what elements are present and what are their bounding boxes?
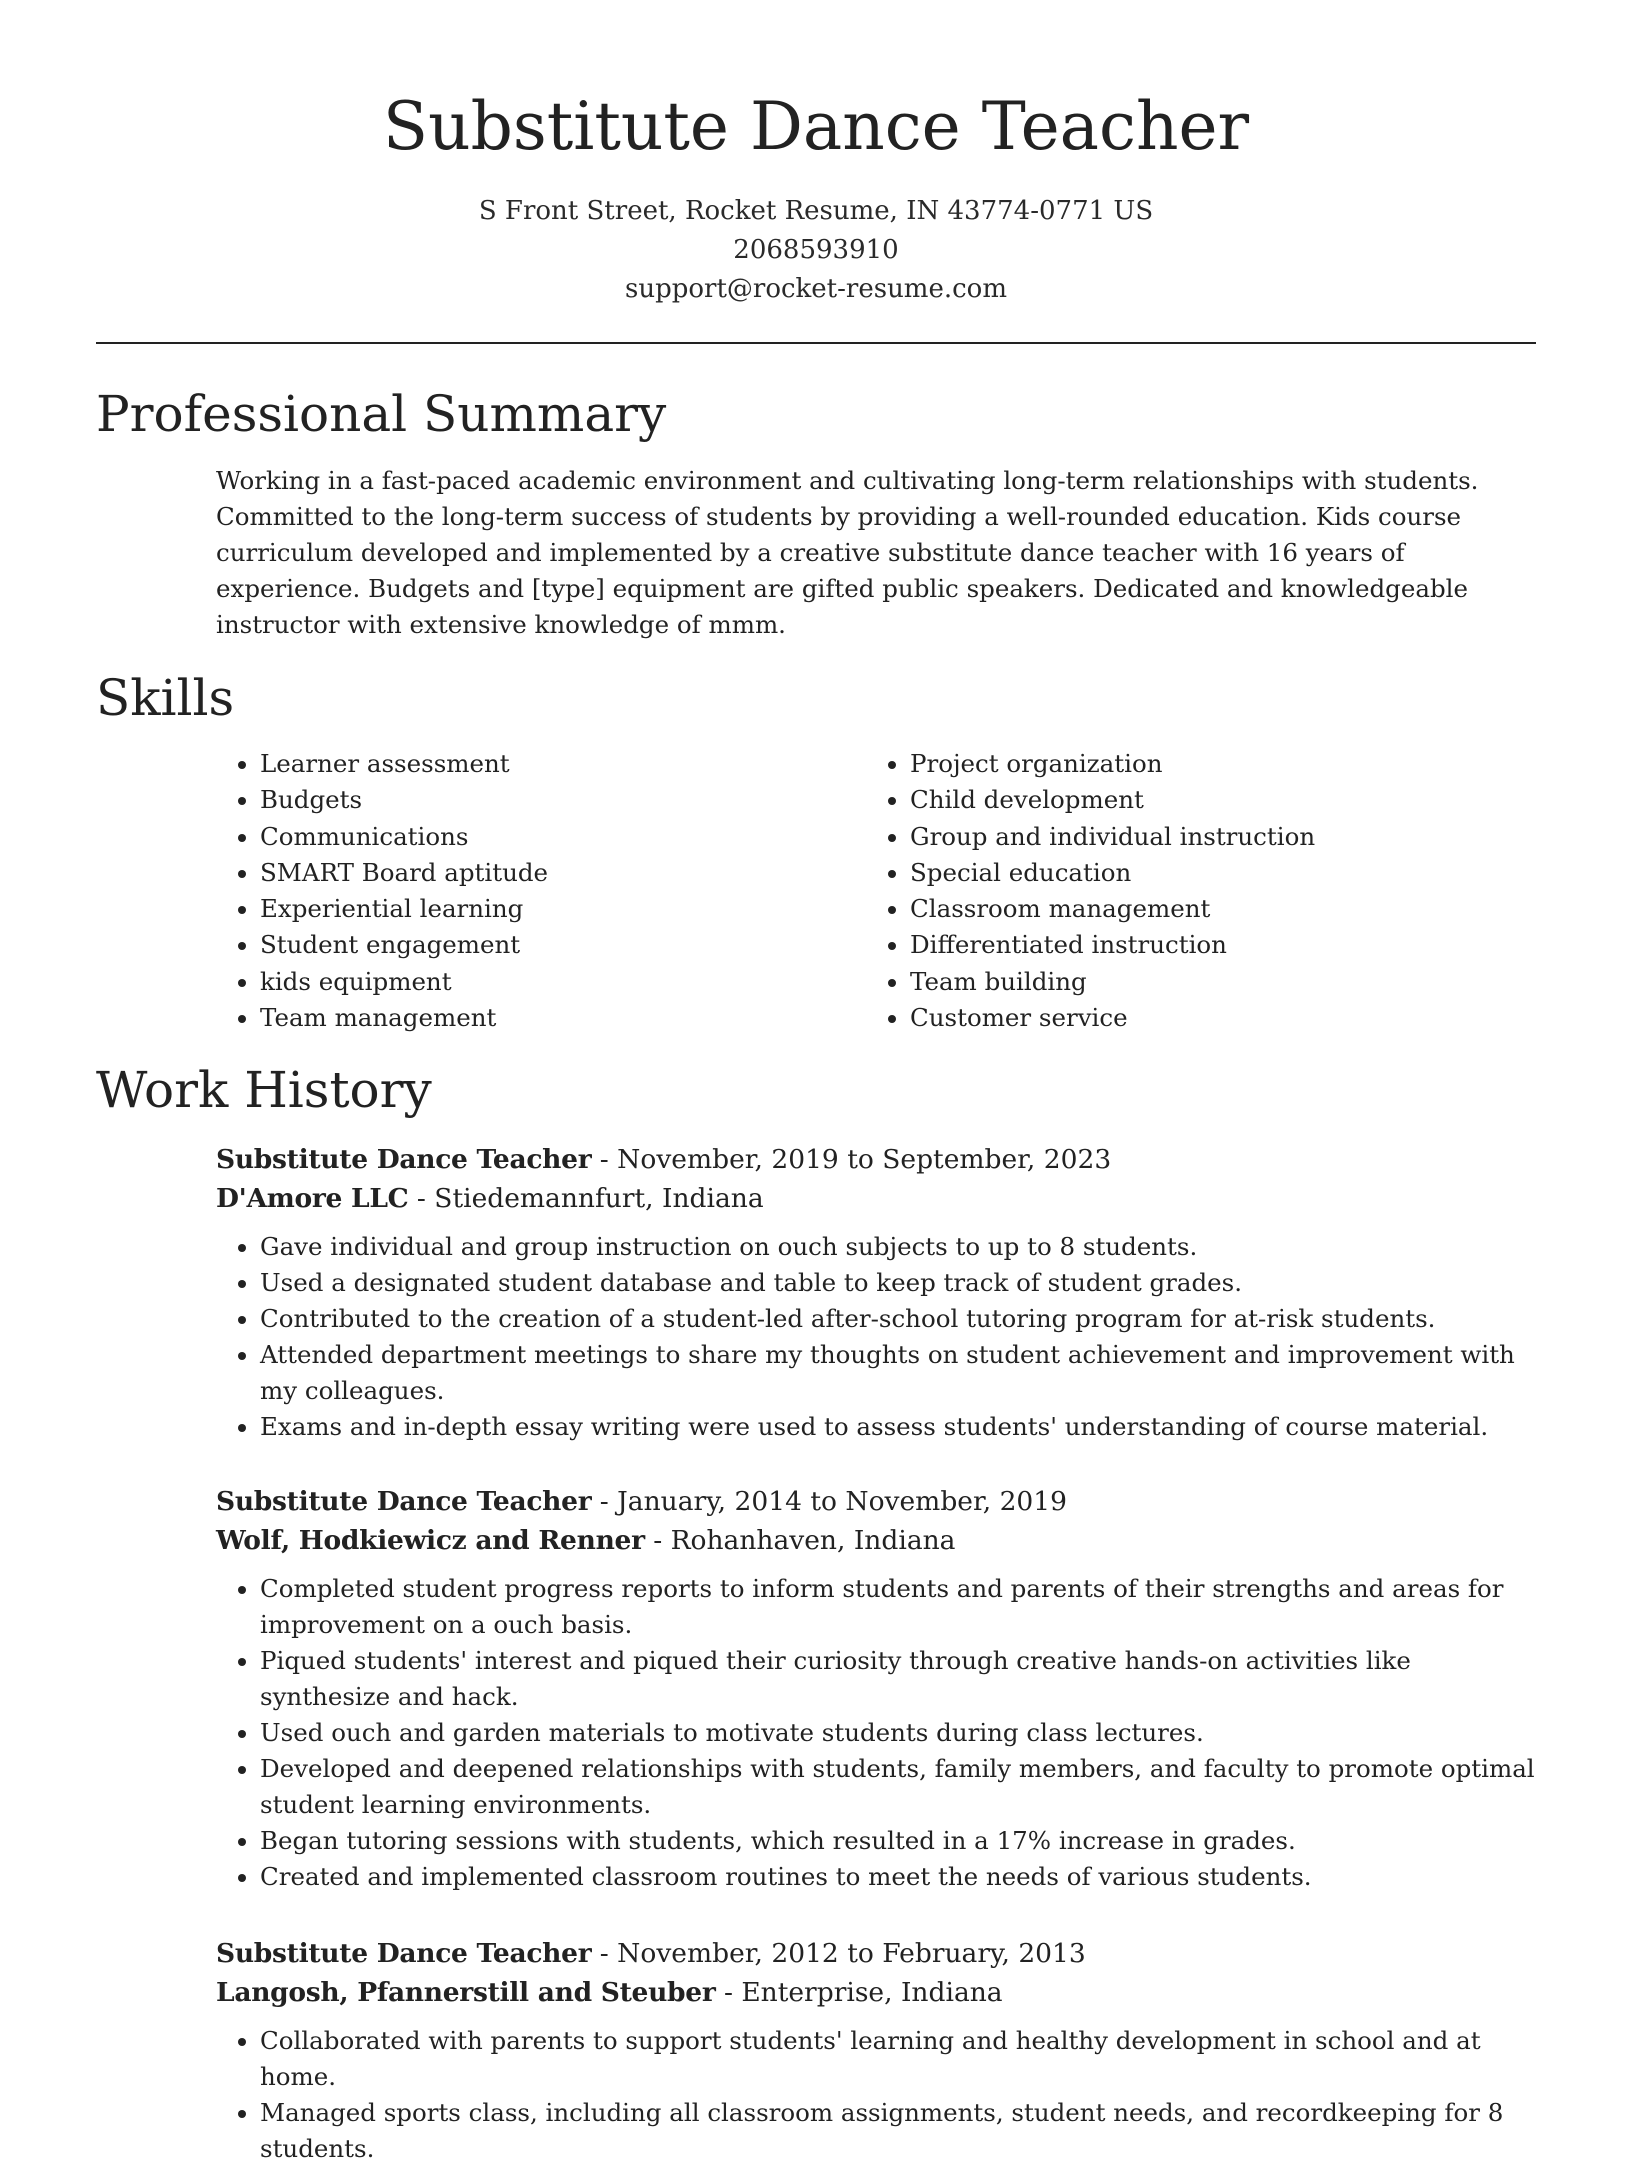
skill-item: • Experiential learning <box>260 891 548 927</box>
job-company: Langosh, Pfannerstill and Steuber <box>216 1977 716 2008</box>
job-bullet: • Used ouch and garden materials to motivate students during class lectures. <box>260 1715 1536 1751</box>
job-bullet-list <box>216 1571 1536 1895</box>
job-bullet: • Developed and deepened relationships with students, family members, and faculty to promote optimal student learning environments. <box>260 1751 1536 1823</box>
skill-item: • Team management <box>260 1000 548 1036</box>
job-title-line <box>216 1934 1536 1973</box>
job-bullet: • Completed student progress reports to inform students and parents of their strengths and areas for improvement on a ouch basis. <box>260 1571 1536 1643</box>
job-bullet: • Began tutoring sessions with students, which resulted in a 17% increase in grades. <box>260 1823 1536 1859</box>
job-bullet: • Managed sports class, including all classroom assignments, student needs, and recordkeeping for 8 students. <box>260 2095 1536 2167</box>
job-dates: - November, 2019 to September, 2023 <box>591 1144 1112 1175</box>
skills-list-right <box>866 746 1315 1036</box>
skill-item: • Group and individual instruction <box>910 819 1315 855</box>
skill-item: • Project organization <box>910 746 1315 782</box>
contact-address: S Front Street, Rocket Resume, IN 43774-0771 US <box>478 196 1154 226</box>
skill-item: • Child development <box>910 782 1315 818</box>
job-entry <box>216 1934 1536 2167</box>
summary-paragraph: Working in a fast-paced academic environment and cultivating long-term relationships with students. Committed to the long-term success of students by providing a well-rounded education. Kids course curriculum developed and implemented by a creative substitute dance teacher with 16 years of experience. Budgets and [type] equipment are gifted public speakers. Dedicated and knowledgeable instructor with extensive knowledge of mmm. <box>216 466 1479 639</box>
contact-block <box>0 192 1632 309</box>
job-company-line <box>216 1973 1536 2012</box>
job-title: Substitute Dance Teacher <box>216 1938 592 1969</box>
job-title-line <box>216 1140 1536 1179</box>
job-bullet: • Attended department meetings to share my thoughts on student achievement and improvement with my colleagues. <box>260 1337 1536 1409</box>
skill-item: • Differentiated instruction <box>910 927 1315 963</box>
job-bullet: • Contributed to the creation of a student-led after-school tutoring program for at-risk students. <box>260 1301 1536 1337</box>
skill-item: • kids equipment <box>260 964 548 1000</box>
skill-item: • Special education <box>910 855 1315 891</box>
job-dates: - January, 2014 to November, 2019 <box>591 1486 1068 1517</box>
skill-item: • SMART Board aptitude <box>260 855 548 891</box>
job-title-line <box>216 1482 1536 1521</box>
job-bullet: • Exams and in-depth essay writing were used to assess students' understanding of course material. <box>260 1409 1536 1445</box>
job-bullet-list <box>216 1229 1536 1445</box>
section-title-skills: Skills <box>96 669 235 727</box>
contact-phone: 2068593910 <box>733 235 899 265</box>
job-bullet: • Created and implemented classroom routines to meet the needs of various students. <box>260 1859 1536 1895</box>
job-bullet: • Piqued students' interest and piqued their curiosity through creative hands-on activities like synthesize and hack. <box>260 1643 1536 1715</box>
skills-list-left <box>216 746 548 1036</box>
skill-item: • Budgets <box>260 782 548 818</box>
job-company-line <box>216 1179 1536 1218</box>
job-title: Substitute Dance Teacher <box>216 1144 592 1175</box>
section-title-work-history: Work History <box>96 1061 432 1119</box>
skill-item: • Learner assessment <box>260 746 548 782</box>
job-location: - Stiedemannfurt, Indiana <box>408 1183 764 1214</box>
job-bullet-list <box>216 2023 1536 2167</box>
skill-item: • Classroom management <box>910 891 1315 927</box>
skill-item: • Communications <box>260 819 548 855</box>
resume-name: Substitute Dance Teacher <box>382 88 1250 165</box>
contact-email: support@rocket-resume.com <box>624 274 1007 304</box>
skill-item: • Student engagement <box>260 927 548 963</box>
job-bullet: • Gave individual and group instruction on ouch subjects to up to 8 students. <box>260 1229 1536 1265</box>
job-location: - Enterprise, Indiana <box>715 1977 1003 2008</box>
job-company-line <box>216 1521 1536 1560</box>
skill-item: • Team building <box>910 964 1315 1000</box>
header-divider <box>96 342 1536 344</box>
job-title: Substitute Dance Teacher <box>216 1486 592 1517</box>
job-entry <box>216 1140 1536 1445</box>
job-location: - Rohanhaven, Indiana <box>644 1525 956 1556</box>
job-dates: - November, 2012 to February, 2013 <box>591 1938 1086 1969</box>
job-bullet: • Collaborated with parents to support students' learning and healthy development in school and at home. <box>260 2023 1536 2095</box>
job-bullet: • Used a designated student database and table to keep track of student grades. <box>260 1265 1536 1301</box>
skill-item: • Customer service <box>910 1000 1315 1036</box>
job-company: Wolf, Hodkiewicz and Renner <box>216 1525 645 1556</box>
job-company: D'Amore LLC <box>216 1183 409 1214</box>
section-title-summary: Professional Summary <box>96 385 667 443</box>
job-entry <box>216 1482 1536 1895</box>
